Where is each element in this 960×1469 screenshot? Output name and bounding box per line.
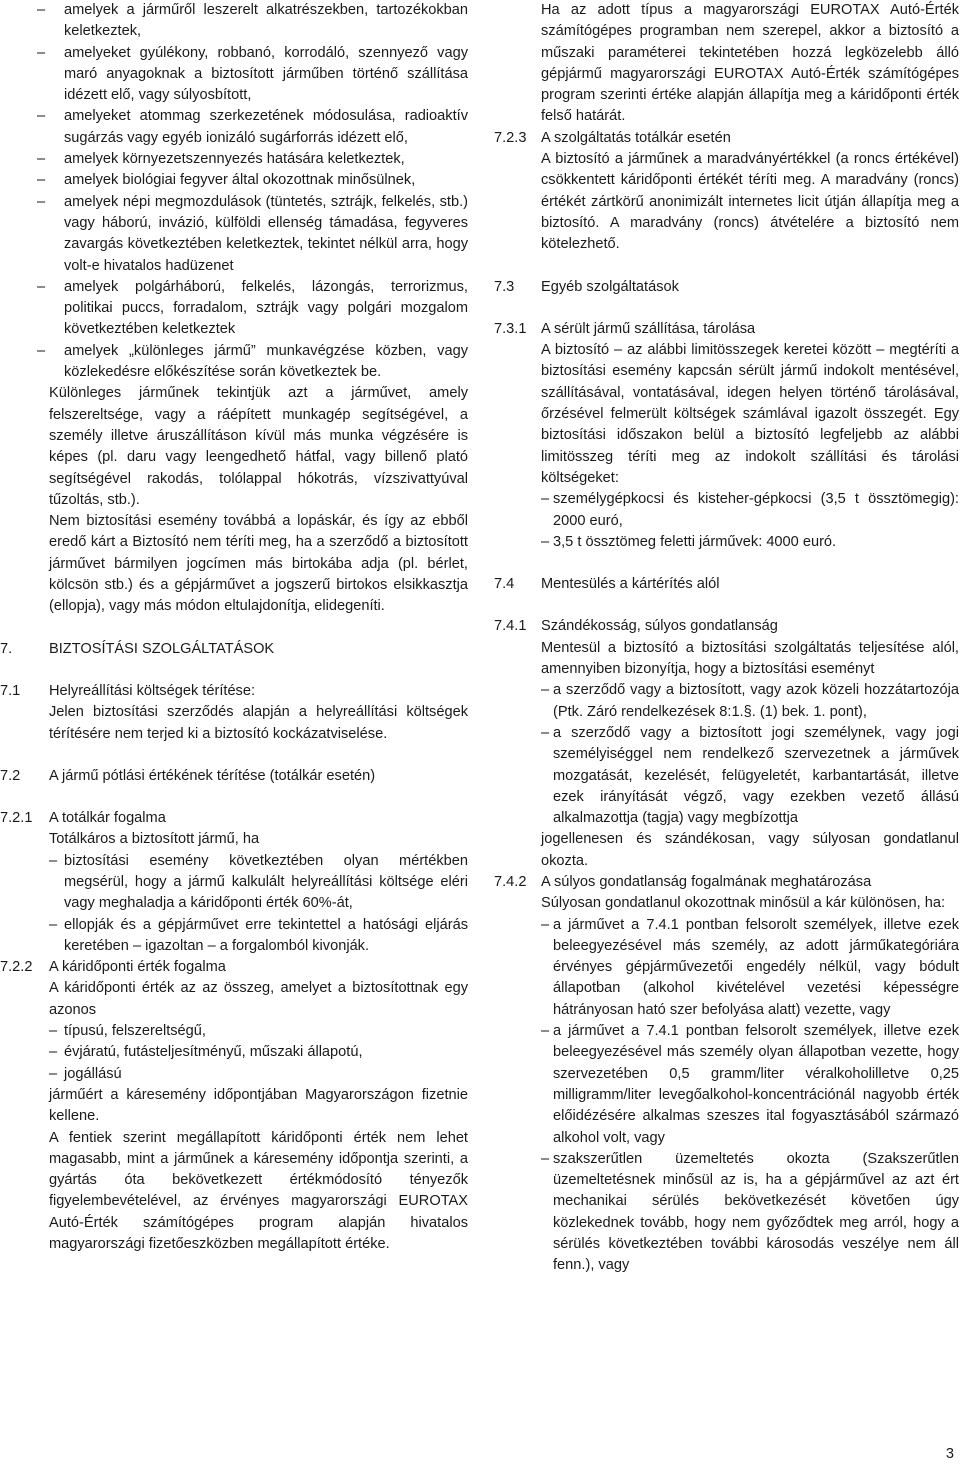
page-number: 3 (945, 1445, 954, 1462)
section-7-3-1-text: A biztosító – az alábbi limitösszegek keretei között – megtéríti a biztosítási esemény kapcsán sérült jármű indokolt mentésével, szállításával, vontatásával, idegen helyen történő tárolásával, őrzésével felmerült költségek számlával igazolt összegét. Egy biztosítási időszakon belül a biztosító legfeljebb az alábbi limitösszeg téríti meg az indokolt szállítási és tárolási költségeket: (541, 342, 959, 486)
section-7-4-heading (494, 574, 959, 595)
section-7-2-2-intro: A káridőponti érték az az összeg, amelyet a biztosítottnak egy azonos (49, 980, 468, 1018)
section-7-4-1-text: Mentesül a biztosító a biztosítási szolgáltatás teljesítése alól, amennyiben bizonyítja, hogy a biztosítási eseményt (541, 639, 959, 678)
section-7-2-2-after: járműért a káresemény időpontjában Magyarországon fizetnie kellene. (49, 1086, 468, 1125)
list-item: – amelyek polgárháború, felkelés, lázongás, terrorizmus, politikai puccs, forradalom, sztrájk vagy polgári mozgalom következtében keletkeztek (0, 277, 468, 341)
list-item: – személygépkocsi és kisteher-gépkocsi (3,5 t össztömegig): 2000 euró, (494, 489, 959, 532)
section-title: A sérült jármű szállítása, tárolása (541, 320, 756, 337)
list-item: – biztosítási esemény következtében olyan mértékben megsérül, hogy a jármű kalkulált helyreállítási költsége eléri vagy meghaladja a káridőponti érték 60%-át, (0, 851, 468, 915)
section-7-2-3-text: A biztosító a járműnek a maradványértékkel (a roncs értékével) csökkentett káridőponti értékét téríti meg. A maradvány (roncs) értékét zártkörű anonimizált internetes licit útján állapítja meg a biztosító. A maradvány (roncs) átvételére a biztosító nem kötelezhető. (541, 151, 959, 253)
section-7-2-heading (0, 766, 468, 787)
section-title: Szándékosság, súlyos gondatlanság (541, 618, 778, 635)
section-title: A szolgáltatás totálkár esetén (541, 129, 731, 146)
left-column (0, 0, 468, 1255)
section-number: 7.3.1 (494, 320, 527, 337)
list-item: – amelyek a járműről leszerelt alkatrészekben, tartozékokban keletkeztek, (0, 0, 468, 43)
section-number: 7.2.2 (0, 959, 33, 976)
list-item: – a szerződő vagy a biztosított, vagy azok közeli hozzátartozója (Ptk. Záró rendelkezések 8:1.§. (1) bek. 1. pont), (494, 680, 959, 723)
section-number: 7.4.2 (494, 873, 527, 890)
section-title: BIZTOSÍTÁSI SZOLGÁLTATÁSOK (49, 640, 275, 657)
list-item: – típusú, felszereltségű, (0, 1021, 468, 1042)
list-item: – a járművet a 7.4.1 pontban felsorolt személyek, illetve ezek beleegyezésével más személy, az adott járműkategóriára érvényes gépjárművezetői engedély nélkül, vagy bódult állapotban (alkohol kivételével vezetési képességre hátrányosan ható szer befolyása alatt) vezette, vagy (494, 915, 959, 1021)
section-title: A súlyos gondatlanság fogalmának meghatározása (541, 873, 872, 890)
section-7-4-2-text: Súlyosan gondatlanul okozottnak minősül a kár különösen, ha: (541, 895, 946, 912)
list-item: – amelyeket atommag szerkezetének módosulása, radioaktív sugárzás vagy egyéb ionizáló sugárforrás idézett elő, (0, 106, 468, 149)
not-insured-paragraph: Nem biztosítási esemény továbbá a lopáskár, és így az ebből eredő kárt a Biztosító nem téríti meg, ha a szerződő a biztosított járművet bármilyen jogcímen más birtokába adja (pl. bérlet, kölcsön stb.) és a gépjárművet a jogszerű birtokos elsikkasztja (ellopja), vagy más módon eltulajdonítja, elidegeníti. (49, 513, 468, 615)
section-title: A káridőponti érték fogalma (49, 959, 226, 976)
list-item: – ellopják és a gépjárművet erre tekintettel a hatósági eljárás keretében – igazoltan – a forgalomból kivonják. (0, 915, 468, 958)
list-item: – amelyek „különleges jármű” munkavégzése közben, vagy közlekedésre előkészítése során következtek be. (0, 341, 468, 384)
section-7-heading (0, 639, 468, 660)
list-item: – amelyek biológiai fegyver által okozottnak minősülnek, (0, 170, 468, 191)
list-item: – jogállású (0, 1064, 468, 1085)
list-item: – 3,5 t össztömeg feletti járművek: 4000 euró. (494, 532, 959, 553)
list-item: – amelyek környezetszennyezés hatására keletkeztek, (0, 149, 468, 170)
eurotax-paragraph: Ha az adott típus a magyarországi EUROTAX Autó-Érték számítógépes programban nem szerepel, akkor a biztosító a műszaki paraméterei tekintetében hozzá legközelebb álló gépjármű magyarországi EUROTAX Autó-Érték számítógépes program szerinti értéke alapján állapítja meg a káridőponti érték felső határát. (541, 2, 959, 125)
section-7-2-3-heading (494, 128, 959, 149)
section-7-1-text: Jelen biztosítási szerződés alapján a helyreállítási költségek térítésére nem terjed ki a biztosító kockázatviselése. (49, 704, 468, 742)
section-number: 7.2.1 (0, 810, 33, 827)
section-title: A jármű pótlási értékének térítése (totálkár esetén) (49, 767, 376, 784)
section-7-2-2-text: A fentiek szerint megállapított káridőponti érték nem lehet magasabb, mint a járműnek a káresemény időpontja szerinti, a gyártás óta bekövetkezett értékmódosító tényezők figyelembevételével, az érvényes magyarországi EUROTAX Autó-Érték számítógépes program alapján hivatalos magyarországi fizetőeszközben megállapított értéke. (49, 1129, 468, 1253)
section-title: Egyéb szolgáltatások (541, 278, 679, 295)
section-7-2-1-intro: Totálkáros a biztosított jármű, ha (49, 831, 260, 848)
list-item: – évjáratú, futásteljesítményű, műszaki állapotú, (0, 1042, 468, 1063)
section-number: 7.1 (0, 682, 21, 699)
section-7-1-heading (0, 681, 468, 702)
section-7-4-1-after: jogellenesen és szándékosan, vagy súlyosan gondatlanul okozta. (541, 831, 959, 869)
section-number: 7.2 (0, 767, 21, 784)
section-7-3-heading (494, 277, 959, 298)
section-number: 7.4.1 (494, 618, 527, 635)
list-item: – a szerződő vagy a biztosított jogi személynek, vagy jogi személyiséggel nem rendelkező szervezetnek a járművek mozgatását, kezelését, felügyeletét, karbantartását, illetve ezek irányítását végző, vagy ezekben vezető állású alkalmazottja (tagja) vagy megbízottja (494, 723, 959, 829)
section-7-2-1-heading (0, 808, 468, 829)
section-title: Helyreállítási költségek térítése: (49, 682, 256, 699)
section-title: A totálkár fogalma (49, 810, 166, 827)
list-item: – a járművet a 7.4.1 pontban felsorolt személyek, illetve ezek beleegyezésével más személy olyan állapotban vezette, hogy szervezetében 0,5 gramm/liter véralkoholilletve 0,25 milligramm/liter levegőalkohol-koncentrációnál nagyobb érték előidézésére alkalmas szeszes ital fogyasztásából származó alkohol volt, vagy (494, 1021, 959, 1149)
section-number: 7. (0, 640, 13, 657)
exclusion-list (0, 0, 468, 383)
section-7-2-2-heading (0, 957, 468, 978)
section-number: 7.2.3 (494, 129, 527, 146)
list-item: – amelyeket gyúlékony, robbanó, korrodáló, szennyező vagy maró anyagoknak a biztosított járműben történő szállítása idézett elő, vagy súlyosbított, (0, 43, 468, 107)
list-item: – amelyek népi megmozdulások (tüntetés, sztrájk, felkelés, stb.) vagy háború, invázió, külföldi ellenség támadása, fegyveres zavargás következtében keletkeztek, tekintet nélkül arra, hogy volt-e hivatalos hadüzenet (0, 192, 468, 277)
section-number: 7.4 (494, 576, 515, 593)
list-item: – szakszerűtlen üzemeltetés okozta (Szakszerűtlen üzemeltetésnek minősül az is, ha a gépjárművel az azt ért mechanikai sérülés bekövetkezését követően úgy közlekednek tovább, hogy nem győződtek meg arról, hogy a sérülés következtében további károsodás veszélye nem áll fenn.), vagy (494, 1149, 959, 1277)
section-7-4-1-heading (494, 616, 959, 637)
section-7-4-2-heading (494, 872, 959, 893)
right-column (494, 0, 959, 1277)
special-vehicle-paragraph: Különleges járműnek tekintjük azt a járművet, amely felszereltsége, vagy a ráépített munkagép segítségével, a személy illetve áruszállításon kívül más munka végzésére is képes (pl. daru vagy leengedhető hátfal, vagy billenő plató segítségével rakodás, tolólappal hókotrás, vízszivattyúval tűzoltás, stb.). (49, 385, 468, 508)
section-title: Mentesülés a kártérítés alól (541, 576, 720, 593)
section-number: 7.3 (494, 278, 515, 295)
section-7-3-1-heading (494, 319, 959, 340)
